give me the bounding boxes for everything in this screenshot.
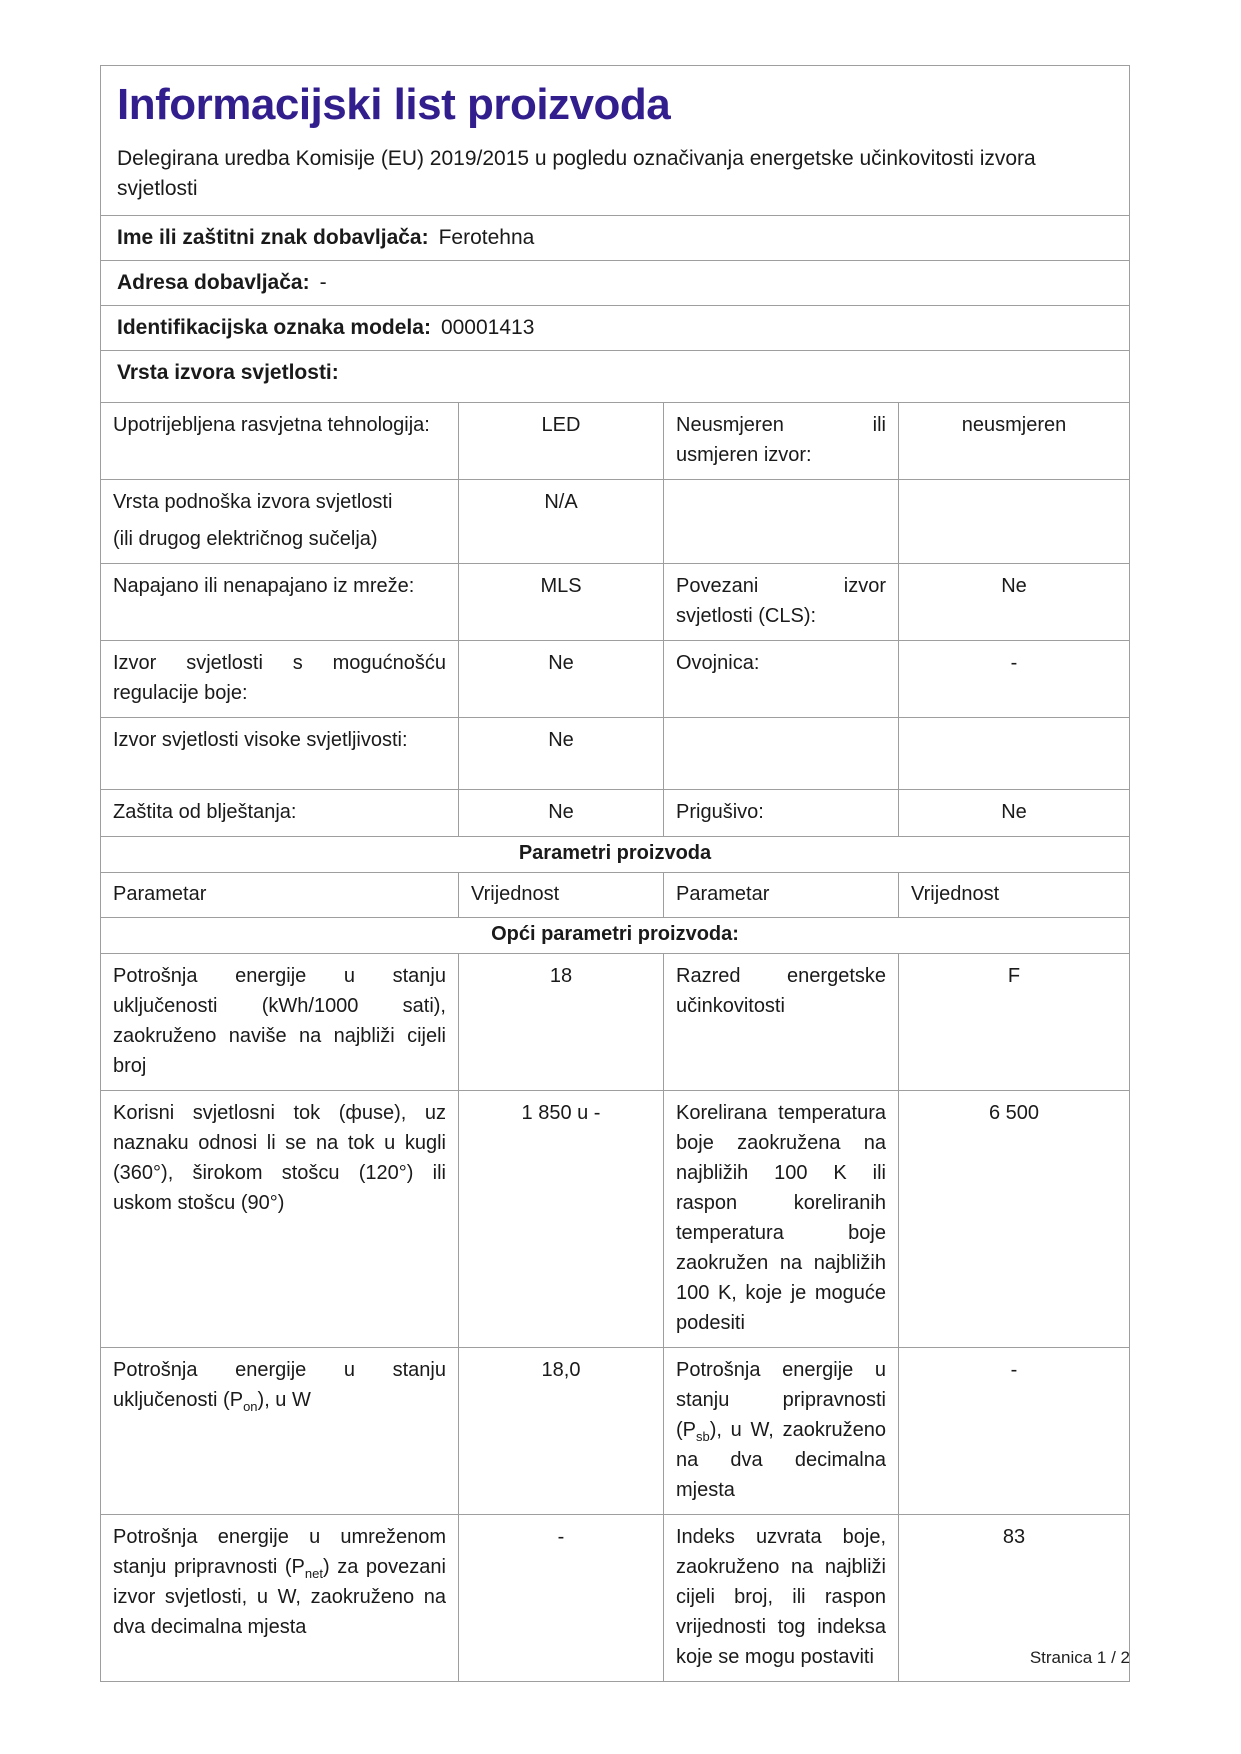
param-value: Ne	[898, 564, 1129, 640]
empty-cell	[663, 718, 898, 789]
param-value: 18,0	[458, 1348, 663, 1514]
column-header: Vrijednost	[458, 873, 663, 917]
param-value: -	[898, 641, 1129, 717]
param-label	[663, 1348, 898, 1514]
model-id-value: 00001413	[440, 315, 535, 339]
param-value: 18	[458, 954, 663, 1090]
param-label: Indeks uzvrata boje, zaokruženo na najbliži cijeli broj, ili raspon vrijednosti tog indeksa koje se mogu postaviti	[663, 1515, 898, 1681]
param-value: Ne	[458, 641, 663, 717]
column-header-row	[101, 872, 1129, 917]
empty-cell	[898, 718, 1129, 789]
param-value: neusmjeren	[898, 403, 1129, 479]
param-label-text: ), u W, zaokruženo na dva decimalna mjesta	[676, 1418, 886, 1501]
param-value: -	[898, 1348, 1129, 1514]
param-value: Ne	[458, 718, 663, 789]
model-id-row	[101, 305, 1129, 350]
page-title: Informacijski list proizvoda	[117, 80, 671, 129]
light-source-type-header-row	[101, 350, 1129, 402]
table-row-power-on-mode	[101, 1347, 1129, 1514]
table-row-cap-type	[101, 479, 1129, 563]
param-label: Povezani izvor svjetlosti (CLS):	[663, 564, 898, 640]
param-value: MLS	[458, 564, 663, 640]
light-source-type-header: Vrsta izvora svjetlosti:	[117, 360, 339, 384]
param-label: Izvor svjetlosti visoke svjetljivosti:	[113, 728, 408, 751]
param-label: Neusmjeren ili usmjeren izvor:	[663, 403, 898, 479]
supplier-name-label: Ime ili zaštitni znak dobavljača:	[117, 225, 429, 249]
table-row-anti-glare	[101, 789, 1129, 836]
param-label: Korelirana temperatura boje zaokružena na najbližih 100 K ili raspon koreliranih temperatura boje zaokružen na najbližih 100 K, koje je moguće podesiti	[663, 1091, 898, 1347]
param-value: N/A	[458, 480, 663, 563]
param-label: Razred energetske učinkovitosti	[663, 954, 898, 1090]
param-label-subscript: sb	[696, 1428, 710, 1444]
model-id-label: Identifikacijska oznaka modela:	[117, 315, 431, 339]
param-label: Ovojnica:	[663, 641, 898, 717]
param-label: Potrošnja energije u stanju uključenosti (kWh/1000 sati), zaokruženo naviše na najbliži cijeli broj	[113, 964, 446, 1077]
param-label	[101, 1348, 458, 1514]
param-label	[101, 480, 458, 563]
supplier-address-value: -	[319, 270, 327, 294]
param-label-line2: (ili drugog električnog sučelja)	[113, 527, 378, 550]
table-row-mains	[101, 563, 1129, 640]
column-header: Parametar	[113, 882, 207, 905]
param-label: Napajano ili nenapajano iz mreže:	[113, 574, 415, 597]
param-label: Upotrijebljena rasvjetna tehnologija:	[113, 413, 430, 436]
param-label-subscript: net	[304, 1565, 323, 1581]
general-parameters-header: Opći parametri proizvoda:	[101, 917, 1129, 953]
title-block	[101, 66, 1129, 215]
param-label-text: ), u W	[257, 1388, 311, 1411]
column-header: Parametar	[663, 873, 898, 917]
param-label-text: Potrošnja energije u stanju uključenosti (P	[113, 1358, 446, 1411]
param-value: 1 850 u -	[458, 1091, 663, 1347]
param-value: Ne	[898, 790, 1129, 836]
table-row-technology	[101, 402, 1129, 479]
document-frame	[100, 65, 1130, 1682]
param-label-text: Potrošnja energije u umreženom stanju pripravnosti (P	[113, 1525, 446, 1578]
param-value: LED	[458, 403, 663, 479]
supplier-address-label: Adresa dobavljača:	[117, 270, 310, 294]
table-row-colour-tunable	[101, 640, 1129, 717]
column-header: Vrijednost	[898, 873, 1129, 917]
param-label: Korisni svjetlosni tok (фuse), uz naznaku odnosi li se na tok u kugli (360°), širokom stošcu (120°) ili uskom stošcu (90°)	[113, 1101, 446, 1214]
param-value: F	[898, 954, 1129, 1090]
page-number: Stranica 1 / 2	[1029, 1648, 1130, 1667]
table-row-useful-luminous-flux	[101, 1090, 1129, 1347]
product-parameters-header: Parametri proizvoda	[101, 836, 1129, 872]
supplier-name-value: Ferotehna	[438, 225, 535, 249]
table-row-energy-consumption-1000h	[101, 953, 1129, 1090]
param-label-line1: Vrsta podnoška izvora svjetlosti	[113, 490, 393, 513]
empty-cell	[898, 480, 1129, 563]
supplier-name-row	[101, 215, 1129, 260]
table-row-high-luminance	[101, 717, 1129, 789]
param-label-subscript: on	[243, 1398, 258, 1414]
param-label-text: Potrošnja energije u stanju pripravnosti (P	[676, 1358, 886, 1441]
param-label: Zaštita od blještanja:	[113, 800, 297, 823]
param-value: 6 500	[898, 1091, 1129, 1347]
param-label: Izvor svjetlosti s mogućnošću regulacije boje:	[113, 651, 446, 704]
empty-cell	[663, 480, 898, 563]
param-value: Ne	[458, 790, 663, 836]
param-label: Prigušivo:	[663, 790, 898, 836]
param-label-text: ) za povezani izvor svjetlosti, u W, zaokruženo na dva decimalna mjesta	[113, 1555, 446, 1638]
page-subtitle: Delegirana uredba Komisije (EU) 2019/2015 u pogledu označivanja energetske učinkovitosti izvora svjetlosti	[117, 147, 1036, 201]
supplier-address-row	[101, 260, 1129, 305]
param-value: 83	[898, 1515, 1129, 1681]
param-value: -	[458, 1515, 663, 1681]
